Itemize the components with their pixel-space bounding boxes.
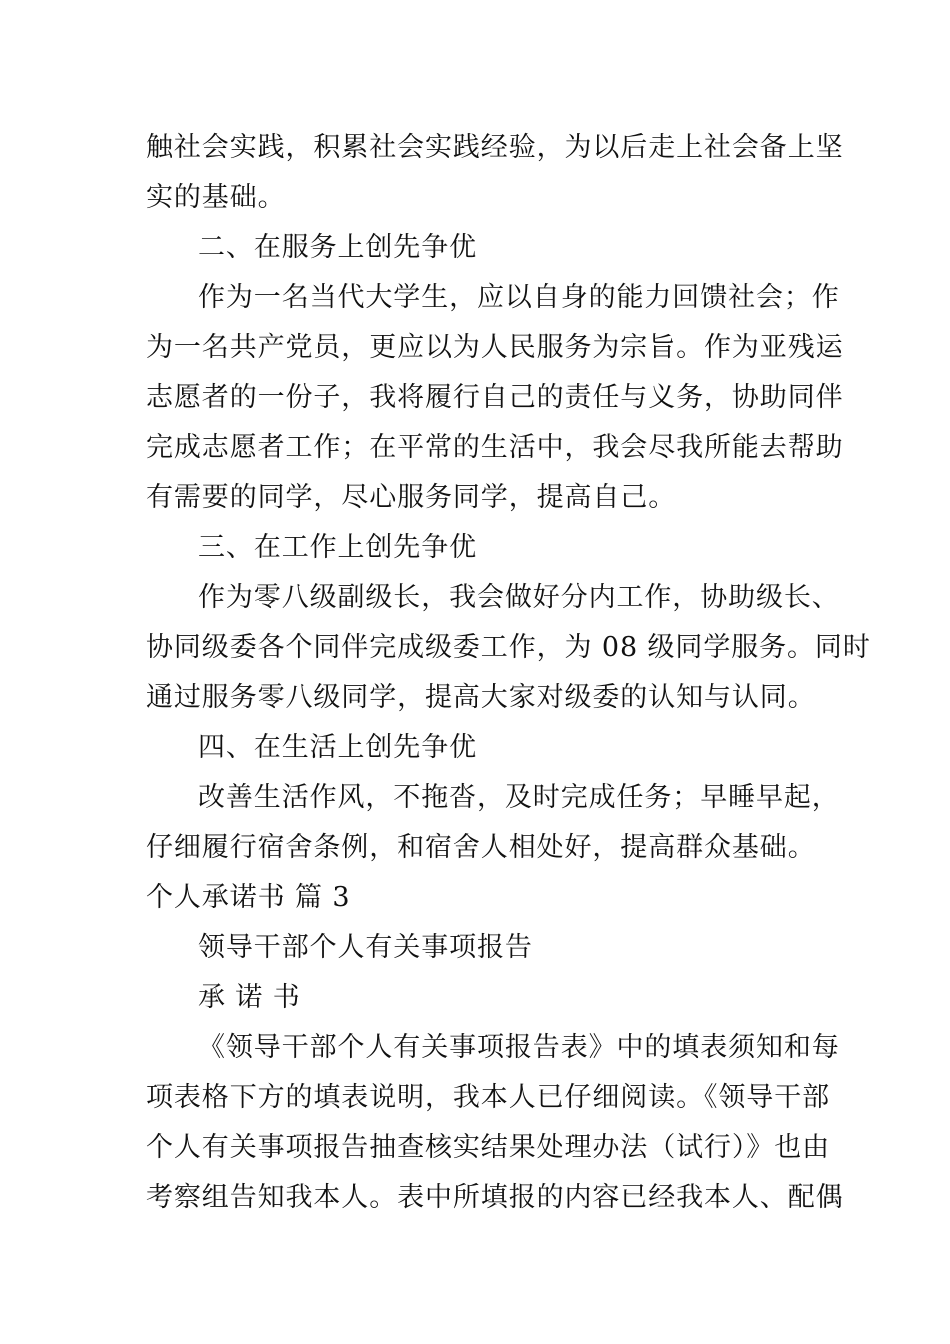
paragraph-line: 完成志愿者工作；在平常的生活中，我会尽我所能去帮助 (146, 432, 844, 463)
paragraph-line: 触社会实践，积累社会实践经验，为以后走上社会备上坚 (146, 132, 844, 163)
paragraph-line: 志愿者的一份子，我将履行自己的责任与义务，协助同伴 (146, 382, 844, 413)
paragraph-line: 协同级委各个同伴完成级委工作，为 08 级同学服务。同时 (146, 632, 871, 663)
commitment-heading: 承 诺 书 (198, 982, 301, 1013)
paragraph-line: 考察组告知我本人。表中所填报的内容已经我本人、配偶 (146, 1182, 844, 1213)
paragraph-line: 《领导干部个人有关事项报告表》中的填表须知和每 (198, 1032, 840, 1063)
section-heading: 四、在生活上创先争优 (198, 732, 477, 763)
paragraph-line: 作为一名当代大学生，应以自身的能力回馈社会；作 (198, 282, 840, 313)
paragraph-line: 通过服务零八级同学，提高大家对级委的认知与认同。 (146, 682, 816, 713)
paragraph-line: 仔细履行宿舍条例，和宿舍人相处好，提高群众基础。 (146, 832, 816, 863)
section-heading: 二、在服务上创先争优 (198, 232, 477, 263)
paragraph-line: 个人有关事项报告抽查核实结果处理办法（试行）》也由 (146, 1132, 830, 1163)
article-title: 个人承诺书 篇 3 (146, 882, 351, 913)
paragraph-line: 为一名共产党员，更应以为人民服务为宗旨。作为亚残运 (146, 332, 844, 363)
paragraph-line: 有需要的同学，尽心服务同学，提高自己。 (146, 482, 677, 513)
report-heading: 领导干部个人有关事项报告 (198, 932, 533, 963)
paragraph-line: 项表格下方的填表说明，我本人已仔细阅读。《领导干部 (146, 1082, 830, 1113)
paragraph-line: 改善生活作风，不拖沓，及时完成任务；早睡早起， (198, 782, 840, 813)
paragraph-line: 作为零八级副级长，我会做好分内工作，协助级长、 (198, 582, 840, 613)
section-heading: 三、在工作上创先争优 (198, 532, 477, 563)
paragraph-line: 实的基础。 (146, 182, 286, 213)
